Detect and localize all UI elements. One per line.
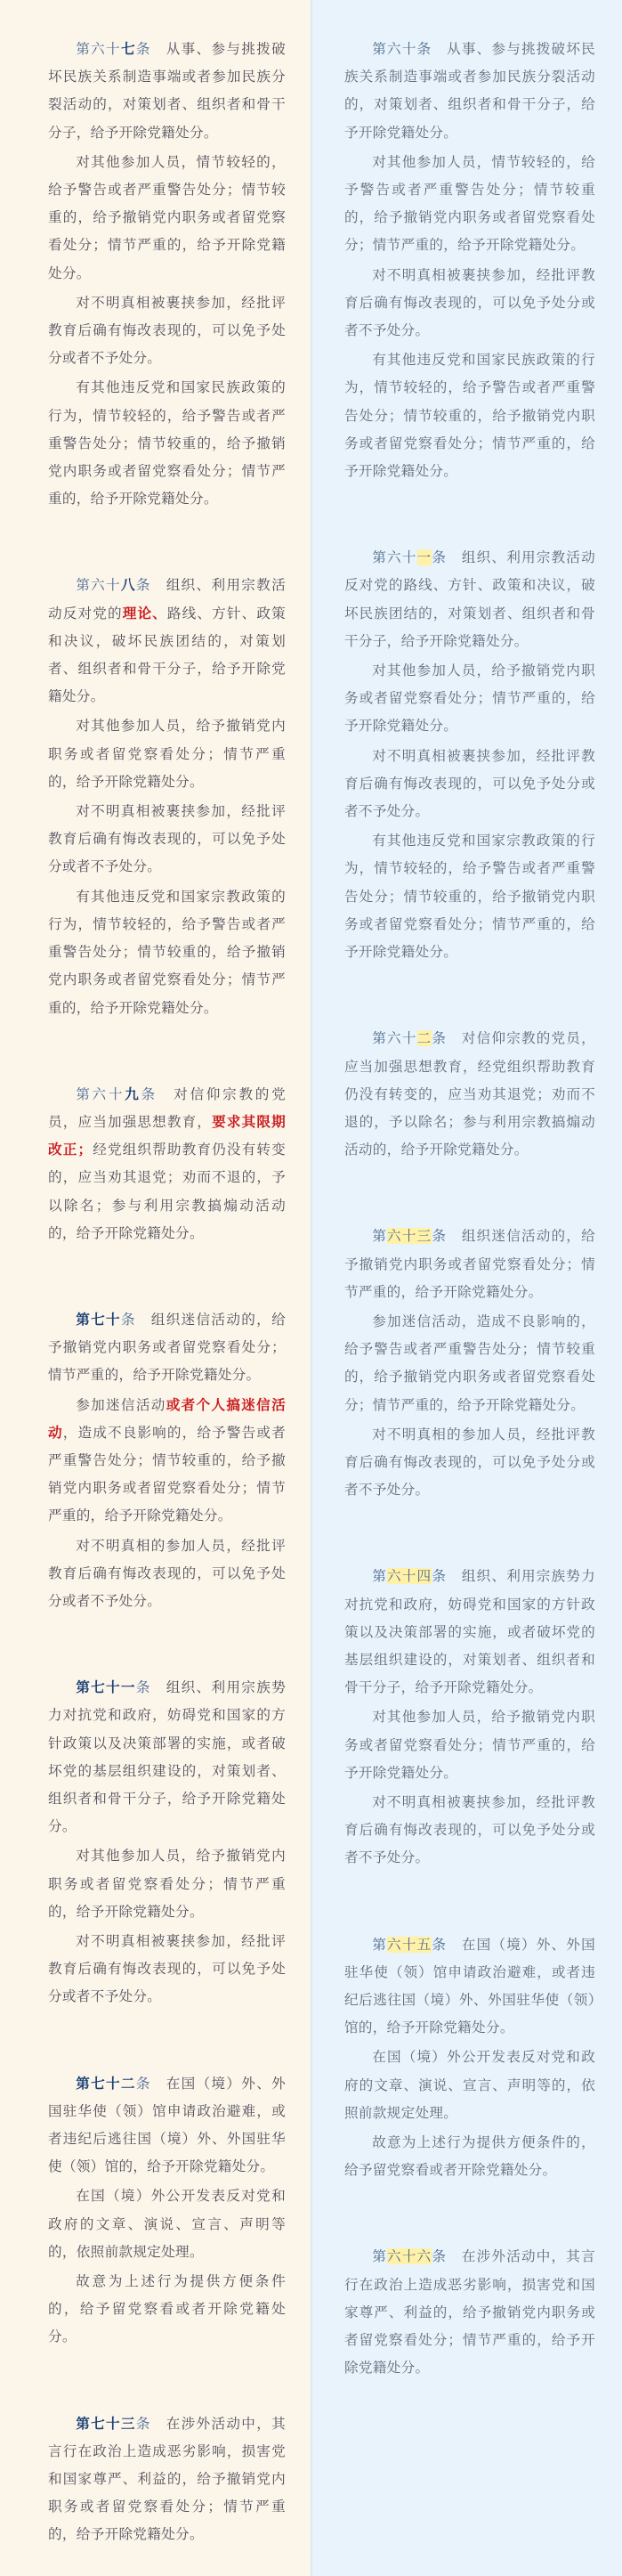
article-text: 组织、利用宗教活动反对党的路线、方针、政策和决议，破坏民族团结的，对策划者、组织者和骨干分子，给予开除党籍处分。 [344,549,595,649]
article-heading-paragraph [344,36,595,147]
article-block [344,544,595,966]
article-paragraph [48,1928,286,2011]
article-heading-paragraph [48,36,286,147]
article-number: 条 [135,2075,151,2092]
article-text: 有其他违反党和国家宗教政策的行为，情节较轻的，给予警告或者严重警告处分；情节较重的，给予撤销党内职务或者留党察看处分；情节严重的，给予开除党籍处分。 [48,888,286,1016]
article-paragraph [344,1308,595,1419]
article-text: 对不明真相被裹挟参加，经批评教育后确有悔改表现的，可以免予处分或者不予处分。 [48,803,286,875]
article-number-bold: 七 [120,41,136,57]
article-paragraph [344,1789,595,1873]
article-text: 对其他参加人员，情节较轻的，给予警告或者严重警告处分；情节较重的，给予撤销党内职务或者留党察看处分；情节严重的，给予开除党籍处分。 [344,153,595,254]
article-paragraph [344,1703,595,1787]
article-number: 条 [141,1085,158,1102]
article-text: 对其他参加人员，情节较轻的，给予警告或者严重警告处分；情节较重的，给予撤销党内职务或者留党察看处分；情节严重的，给予开除党籍处分。 [48,153,286,281]
added-text: 或者个人搞迷信活动 [48,1396,286,1441]
article-paragraph [48,712,286,796]
article-text: 在国（境）外、外国驻华使（领）馆申请政治避难，或者违纪后逃往国（境）外、外国驻华使（领）馆的，给予开除党籍处分。 [48,2075,286,2175]
article-text: 对其他参加人员，给予撤销党内职务或者留党察看处分；情节严重的，给予开除党籍处分。 [344,662,595,735]
article-number-bold: 第七十一 [76,1679,136,1696]
article-paragraph [344,827,595,966]
article-text: 对不明真相被裹挟参加，经批评教育后确有悔改表现的，可以免予处分或者不予处分。 [344,266,595,339]
article-text: 有其他违反党和国家民族政策的行为，情节较轻的，给予警告或者严重警告处分；情节较重的，给予撤销党内职务或者留党察看处分；情节严重的，给予开除党籍处分。 [344,352,595,480]
article-text: 对信仰宗教的党员，应当加强思想教育， [48,1085,286,1130]
article-number: 第六十 [76,1085,125,1102]
article-block [48,2410,286,2549]
article-paragraph [344,346,595,485]
article-text: 组织迷信活动的，给予撤销党内职务或者留党察看处分；情节严重的，给予开除党籍处分。 [48,1311,286,1384]
article-number-bold: 八 [120,577,136,594]
article-text: 组织迷信活动的，给予撤销党内职务或者留党察看处分；情节严重的，给予开除党籍处分。 [344,1228,595,1300]
article-text: 经党组织帮助教育仍没有转变的，应当劝其退党；劝而不退的，予以除名；参与利用宗教搞煽动活动的，给予开除党籍处分。 [48,1142,286,1241]
article-number: 条 [135,1679,151,1696]
article-text: 组织、利用宗族势力对抗党和政府，妨碍党和国家的方针政策以及决策部署的实施，或者破坏党的基层组织建设的，对策划者、组织者和骨干分子，给予开除党籍处分。 [344,1568,595,1696]
highlighted-number: 六十四 [386,1568,432,1585]
article-text: 路线、方针、政策和决议，破坏民族团结的，对策划者、组织者和骨干分子，给予开除党籍处分。 [48,605,286,705]
article-paragraph [344,657,595,741]
article-paragraph [48,2268,286,2352]
article-heading-paragraph [344,544,595,655]
article-block [344,1025,595,1164]
article-number: 条 [432,1568,448,1585]
article-text: 故意为上述行为提供方便条件的，给予留党察看或者开除党籍处分。 [344,2134,595,2179]
article-number: 第六十 [76,41,121,57]
article-text: 有其他违反党和国家民族政策的行为，情节较轻的，给予警告或者严重警告处分；情节较重的，给予撤销党内职务或者留党察看处分；情节严重的，给予开除党籍处分。 [48,379,286,508]
article-text: 在国（境）外公开发表反对党和政府的文章、演说、宣言、声明等的，依照前款规定处理。 [344,2049,595,2121]
article-number-bold: 第七十 [76,1311,121,1328]
article-text: 从事、参与挑拨破坏民族关系制造事端或者参加民族分裂活动的，对策划者、组织者和骨干分子，给予开除党籍处分。 [344,41,595,141]
article-text: 在国（境）外、外国驻华使（领）馆申请政治避难，或者违纪后逃往国（境）外、外国驻华使（领）馆的，给予开除党籍处分。 [344,1936,595,2036]
article-text: 对其他参加人员，给予撤销党内职务或者留党察看处分；情节严重的，给予开除党籍处分。 [48,1848,286,1920]
article-number: 条 [432,1030,448,1047]
article-text: 组织、利用宗族势力对抗党和政府，妨碍党和国家的方针政策以及决策部署的实施，或者破坏党的基层组织建设的，对策划者、组织者和骨干分子，给予开除党籍处分。 [48,1679,286,1835]
article-text: 参加迷信活动，造成不良影响的，给予警告或者严重警告处分；情节较重的，给予撤销党内职务或者留党察看处分；情节严重的，给予开除党籍处分。 [344,1312,595,1413]
article-block [344,36,595,485]
article-paragraph [344,743,595,826]
article-number: 第 [372,2248,387,2265]
old-version-column [311,0,622,2576]
article-heading-paragraph [48,572,286,711]
article-text: 对不明真相被裹挟参加，经批评教育后确有悔改表现的，可以免予处分或者不予处分。 [48,1932,286,2005]
article-heading-paragraph [344,2243,595,2382]
article-paragraph [344,149,595,260]
article-number: 第六十 [372,549,417,566]
highlighted-number: 六十六 [386,2248,432,2265]
article-text: 有其他违反党和国家宗教政策的行为，情节较轻的，给予警告或者严重警告处分；情节较重的，给予撤销党内职务或者留党察看处分；情节严重的，给予开除党籍处分。 [344,833,595,961]
article-block [48,2070,286,2352]
article-paragraph [48,1532,286,1616]
article-number: 第六十 [76,577,121,594]
highlighted-number: 六十五 [386,1936,432,1953]
article-number: 条 [135,41,151,57]
article-paragraph [48,374,286,513]
article-heading-paragraph [344,1025,595,1164]
article-heading-paragraph [48,2410,286,2549]
article-number: 第 [372,1568,387,1585]
article-paragraph [344,1421,595,1505]
article-number-bold: 第七十二 [76,2075,136,2092]
article-heading-paragraph [344,1223,595,1306]
added-text: 要求其限期改正； [48,1113,286,1158]
article-paragraph [48,798,286,882]
article-paragraph [344,2129,595,2184]
article-number: 条 [432,1936,448,1953]
highlighted-number: 二 [416,1030,432,1047]
article-text: 对其他参加人员，给予撤销党内职务或者留党察看处分；情节严重的，给予开除党籍处分。 [344,1709,595,1781]
article-heading-paragraph [48,1306,286,1390]
article-heading-paragraph [48,1674,286,1841]
article-paragraph [48,2182,286,2266]
article-text: 在涉外活动中，其言行在政治上造成恶劣影响，损害党和国家尊严、利益的，给予撤销党内职务或者留党察看处分；情节严重的，给予开除党籍处分。 [48,2415,286,2543]
article-block [48,1674,286,2011]
article-number-bold: 九 [125,1085,141,1102]
article-paragraph [344,2044,595,2127]
article-text: 组织、利用宗教活动反对党的 [48,577,286,622]
article-paragraph [48,1392,286,1531]
article-text: 对不明真相被裹挟参加，经批评教育后确有悔改表现的，可以免予处分或者不予处分。 [48,294,286,367]
article-paragraph [48,883,286,1022]
article-text: 对不明真相被裹挟参加，经批评教育后确有悔改表现的，可以免予处分或者不予处分。 [344,1793,595,1866]
article-number: 条 [432,1228,448,1245]
article-block [48,572,286,1021]
article-number: 条 [432,2248,448,2265]
article-paragraph [344,262,595,345]
article-number: 条 [135,577,151,594]
article-number: 第六十 [372,1030,417,1047]
article-text: 对不明真相的参加人员，经批评教育后确有悔改表现的，可以免予处分或者不予处分。 [344,1426,595,1499]
article-block [344,1931,595,2185]
article-paragraph [48,289,286,373]
article-number: 第 [372,1936,387,1953]
article-block [48,1081,286,1247]
added-text: 理论、 [122,605,167,622]
article-text: 故意为上述行为提供方便条件的，给予留党察看或者开除党籍处分。 [48,2273,286,2345]
article-block [48,36,286,513]
article-text: 对不明真相被裹挟参加，经批评教育后确有悔改表现的，可以免予处分或者不予处分。 [344,747,595,820]
article-heading-paragraph [48,1081,286,1247]
article-heading-paragraph [48,2070,286,2182]
article-text: ，造成不良影响的，给予警告或者严重警告处分；情节较重的，给予撤销党内职务或者留党察看处分；情节严重的，给予开除党籍处分。 [48,1424,286,1524]
article-block [344,1563,595,1872]
article-text: 在涉外活动中，其言行在政治上造成恶劣影响，损害党和国家尊严、利益的，给予撤销党内职务或者留党察看处分；情节严重的，给予开除党籍处分。 [344,2248,595,2377]
article-number: 第六十条 [372,41,432,57]
article-heading-paragraph [344,1931,595,2043]
article-heading-paragraph [344,1563,595,1702]
highlighted-number: 六十三 [386,1228,432,1245]
article-block [48,1306,286,1615]
article-text: 对信仰宗教的党员，应当加强思想教育，经党组织帮助教育仍没有转变的，应当劝其退党；劝而不退的，予以除名；参与利用宗教搞煽动活动的，给予开除党籍处分。 [344,1030,595,1158]
article-block [344,2243,595,2382]
article-text: 对不明真相的参加人员，经批评教育后确有悔改表现的，可以免予处分或者不予处分。 [48,1537,286,1609]
article-number-bold: 第七十三 [76,2415,136,2432]
article-text: 在国（境）外公开发表反对党和政府的文章、演说、宣言、声明等的，依照前款规定处理。 [48,2188,286,2260]
column-divider [311,0,312,2576]
article-number: 条 [432,549,448,566]
article-block [344,1223,595,1504]
article-text: 参加迷信活动 [76,1396,166,1413]
article-paragraph [48,1842,286,1926]
article-paragraph [48,149,286,288]
article-number: 条 [135,2415,151,2432]
highlighted-number: 一 [416,549,432,566]
article-number: 第 [372,1228,387,1245]
article-text: 从事、参与挑拨破坏民族关系制造事端或者参加民族分裂活动的，对策划者、组织者和骨干分子，给予开除党籍处分。 [48,41,286,141]
article-text: 对其他参加人员，给予撤销党内职务或者留党察看处分；情节严重的，给予开除党籍处分。 [48,718,286,790]
article-number: 条 [120,1311,136,1328]
